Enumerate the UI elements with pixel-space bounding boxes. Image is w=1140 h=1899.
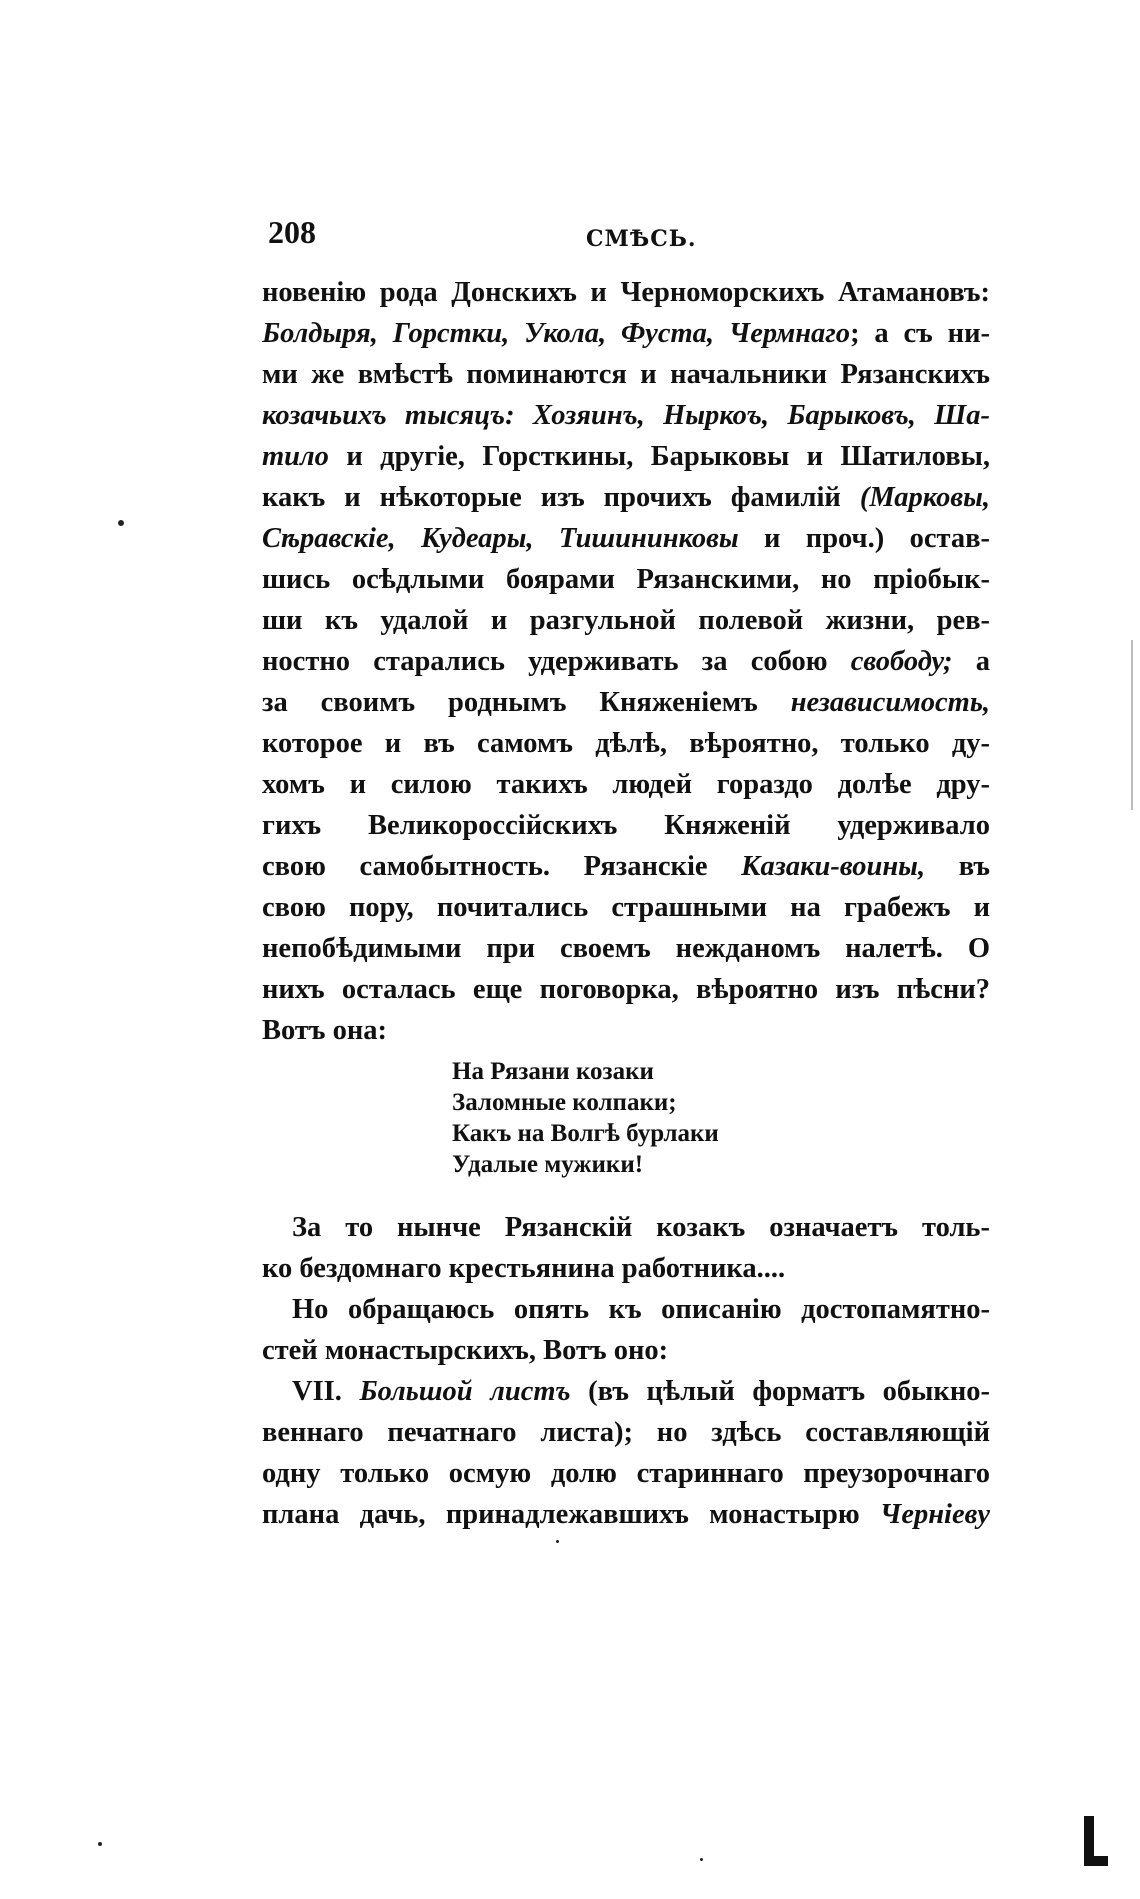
text-segment: стей монастырскихъ, Вотъ оно: [262,1335,669,1366]
italic-text-segment: Большой листъ [359,1376,571,1407]
text-segment: и проч.) остав- [738,523,990,554]
text-segment: Но обращаюсь опять къ описанію достопамятно- [292,1294,990,1325]
scan-speck [700,1858,703,1861]
italic-text-segment: (Марковы, [859,482,990,513]
verse-line: Удалые мужики! [452,1151,644,1178]
italic-text-segment: козачьихъ тысяцъ: Хозяинъ, Ныркоъ, Барыковъ, Ша- [262,400,990,431]
italic-text-segment: Сѣравскіе, Кудеары, Тишининковы [262,523,739,554]
scan-speck [118,520,124,526]
text-segment: ; а съ ни- [850,318,990,349]
text-line [262,1412,990,1453]
text-segment: VII. [292,1376,360,1407]
italic-text-segment: независимость, [790,687,990,718]
text-line [262,1010,990,1051]
text-segment: веннаго печатнаго листа); но здѣсь составляющій [262,1417,990,1448]
text-segment: хомъ и силою такихъ людей гораздо долѣе дру- [262,769,990,800]
text-line [262,1248,990,1289]
verse-block [452,1056,719,1180]
text-line [262,969,990,1010]
text-line [262,1371,990,1412]
text-line [262,1494,990,1535]
text-line [262,641,990,682]
text-line [262,518,990,559]
page-number: 208 [268,214,316,250]
text-line [262,682,990,723]
text-segment: какъ и нѣкоторые изъ прочихъ фамилій [262,482,860,513]
text-segment: гихъ Великороссійскихъ Княженій удерживало [262,810,990,841]
text-segment: плана дачь, принадлежавшихъ монастырю [262,1499,880,1530]
text-segment: ми же вмѣстѣ поминаются и начальники Рязанскихъ [262,359,990,390]
text-segment: а [952,646,990,677]
text-segment: Вотъ она: [262,1015,388,1046]
continuation-text-block [262,1207,990,1535]
text-segment: (въ цѣлый форматъ обыкно- [570,1376,991,1407]
text-line [262,272,990,313]
running-head: СМѢСЬ. [586,226,697,252]
text-line [262,559,990,600]
italic-text-segment: тило [262,441,329,472]
text-segment: ко бездомнаго крестьянина работника.... [262,1253,786,1284]
text-line [262,600,990,641]
verse-line: На Рязани козаки [452,1058,654,1085]
main-text-block [262,272,990,1051]
text-line [262,395,990,436]
text-line [262,887,990,928]
text-line [262,723,990,764]
text-line [262,928,990,969]
italic-text-segment: свободу; [850,646,953,677]
verse-line: Какъ на Волгѣ бурлаки [452,1120,719,1147]
page-header [268,214,988,258]
text-segment: и другіе, Горсткины, Барыковы и Шатиловы, [328,441,990,472]
scan-speck [98,1842,102,1846]
text-segment: За то нынче Рязанскій козакъ означаетъ толь- [292,1212,990,1243]
text-segment: ностно старались удерживать за собою [262,646,851,677]
text-line [262,846,990,887]
text-line [262,764,990,805]
text-segment: одну только осмую долю стариннаго преузорочнаго [262,1458,990,1489]
text-segment: свою пору, почитались страшными на грабежъ и [262,892,990,923]
italic-text-segment: Черніеву [880,1499,990,1530]
text-line [262,1330,990,1371]
text-line [262,313,990,354]
text-segment: свою самобытность. Рязанскіе [262,851,742,882]
text-segment: нихъ осталась еще поговорка, вѣроятно изъ пѣсни? [262,974,990,1005]
text-line [262,354,990,395]
italic-text-segment: Болдыря, Горстки, Укола, Фуста, Чермнаго [262,318,851,349]
verse-line: Заломные колпаки; [452,1089,677,1116]
text-segment: шись осѣдлыми боярами Рязанскими, но пріобык- [262,564,990,595]
text-line [262,805,990,846]
text-line [262,1289,990,1330]
text-segment: новенію рода Донскихъ и Черноморскихъ Атамановъ: [262,277,990,308]
text-line [262,436,990,477]
scan-speck [556,1540,559,1543]
text-segment: за своимъ роднымъ Княженіемъ [262,687,791,718]
text-line [262,477,990,518]
text-segment: ши къ удалой и разгульной полевой жизни, рев- [262,605,990,636]
text-segment: въ [925,851,990,882]
text-line [262,1453,990,1494]
text-line [262,1207,990,1248]
text-segment: которое и въ самомъ дѣлѣ, вѣроятно, только ду- [262,728,990,759]
text-segment: непобѣдимыми при своемъ нежданомъ налетѣ. О [262,933,990,964]
scan-edge-mark [1082,1808,1110,1868]
italic-text-segment: Казаки-воины, [741,851,926,882]
scan-edge-line [1131,640,1133,810]
